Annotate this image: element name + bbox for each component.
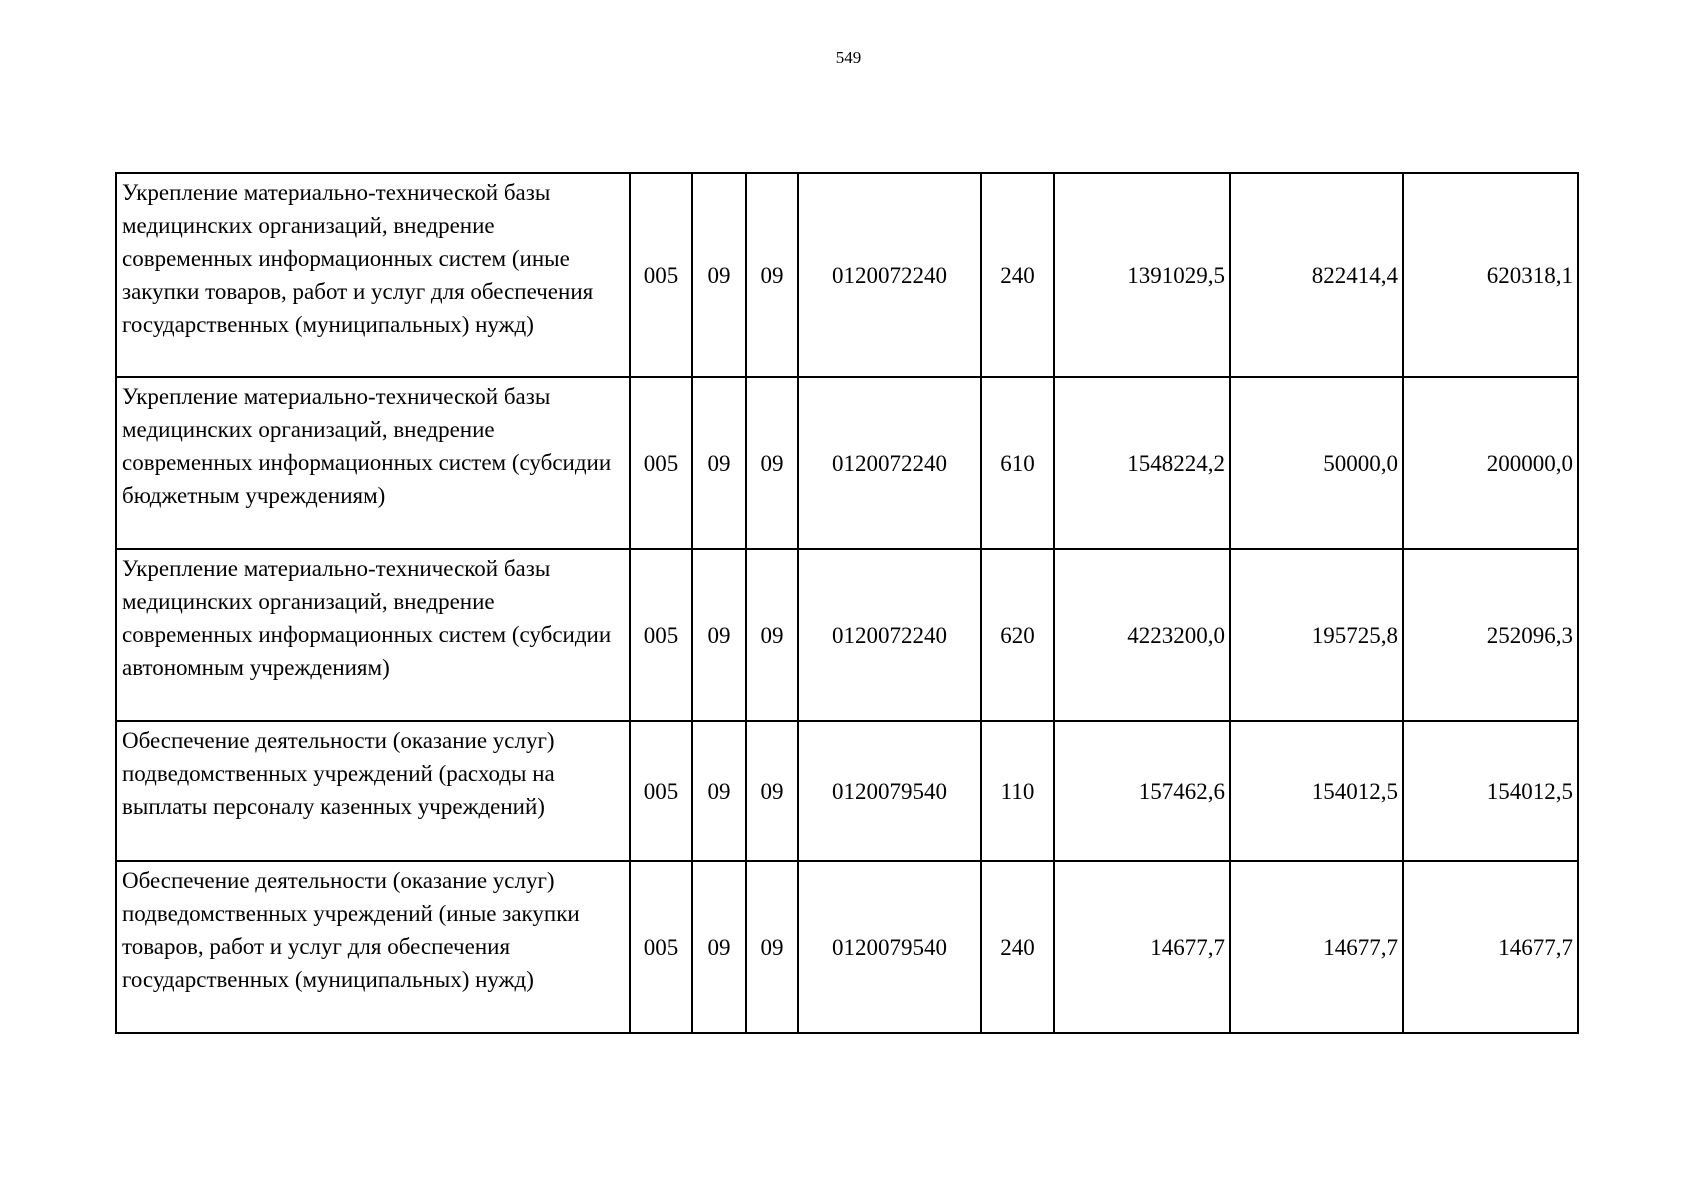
expense-description: Укрепление материально-технической базы медицинских организаций, внедрение современных информационных систем (субсидии бюджетным учреждениям): [116, 377, 630, 549]
section-code: 09: [692, 377, 746, 549]
expense-type-code: 240: [981, 173, 1054, 377]
expense-type-code: 610: [981, 377, 1054, 549]
amount-year-1: 14677,7: [1054, 861, 1230, 1033]
amount-year-3: 14677,7: [1403, 861, 1578, 1033]
expense-description: Обеспечение деятельности (оказание услуг) подведомственных учреждений (расходы на выплаты персоналу казенных учреждений): [116, 721, 630, 861]
section-code: 09: [692, 721, 746, 861]
amount-year-3: 252096,3: [1403, 549, 1578, 721]
section-code: 09: [692, 549, 746, 721]
amount-year-2: 14677,7: [1230, 861, 1403, 1033]
subsection-code: 09: [746, 377, 798, 549]
amount-year-3: 200000,0: [1403, 377, 1578, 549]
ministry-code: 005: [630, 173, 692, 377]
ministry-code: 005: [630, 377, 692, 549]
amount-year-3: 620318,1: [1403, 173, 1578, 377]
budget-table: [115, 172, 1579, 1034]
amount-year-1: 4223200,0: [1054, 549, 1230, 721]
amount-year-1: 1391029,5: [1054, 173, 1230, 377]
amount-year-2: 50000,0: [1230, 377, 1403, 549]
expense-description: Укрепление материально-технической базы медицинских организаций, внедрение современных информационных систем (субсидии автономным учреждениям): [116, 549, 630, 721]
expense-type-code: 110: [981, 721, 1054, 861]
ministry-code: 005: [630, 861, 692, 1033]
page-number: 549: [835, 48, 862, 67]
subsection-code: 09: [746, 173, 798, 377]
ministry-code: 005: [630, 549, 692, 721]
amount-year-2: 822414,4: [1230, 173, 1403, 377]
amount-year-1: 1548224,2: [1054, 377, 1230, 549]
table-row: [116, 861, 1578, 1033]
amount-year-2: 195725,8: [1230, 549, 1403, 721]
table-row: [116, 721, 1578, 861]
expense-type-code: 240: [981, 861, 1054, 1033]
target-article-code: 0120072240: [798, 377, 981, 549]
amount-year-3: 154012,5: [1403, 721, 1578, 861]
table-row: [116, 377, 1578, 549]
expense-type-code: 620: [981, 549, 1054, 721]
section-code: 09: [692, 861, 746, 1033]
table-row: [116, 549, 1578, 721]
target-article-code: 0120079540: [798, 861, 981, 1033]
target-article-code: 0120079540: [798, 721, 981, 861]
subsection-code: 09: [746, 549, 798, 721]
subsection-code: 09: [746, 861, 798, 1033]
expense-description: Обеспечение деятельности (оказание услуг) подведомственных учреждений (иные закупки товаров, работ и услуг для обеспечения государственных (муниципальных) нужд): [116, 861, 630, 1033]
target-article-code: 0120072240: [798, 173, 981, 377]
subsection-code: 09: [746, 721, 798, 861]
ministry-code: 005: [630, 721, 692, 861]
amount-year-2: 154012,5: [1230, 721, 1403, 861]
section-code: 09: [692, 173, 746, 377]
target-article-code: 0120072240: [798, 549, 981, 721]
amount-year-1: 157462,6: [1054, 721, 1230, 861]
table-row: [116, 173, 1578, 377]
expense-description: Укрепление материально-технической базы медицинских организаций, внедрение современных информационных систем (иные закупки товаров, работ и услуг для обеспечения государственных (муниципальных) нужд): [116, 173, 630, 377]
